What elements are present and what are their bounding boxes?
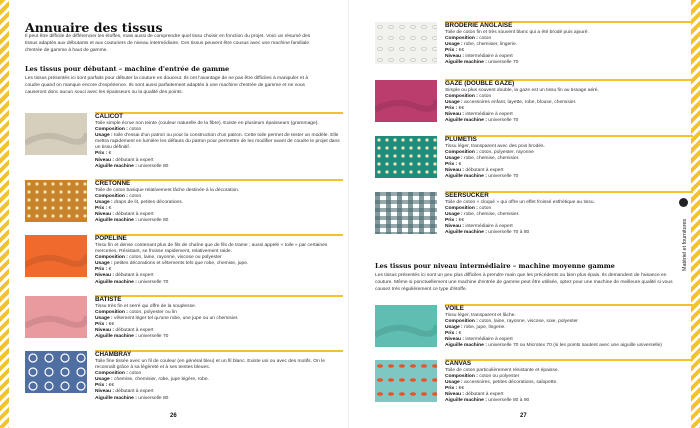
level-label: Niveau : [445,392,465,398]
price-label: Prix : [445,162,458,168]
fabric-description [445,136,693,181]
price-value: € [108,206,112,212]
usage-value: robe, jupe, lingerie. [464,325,506,331]
composition-label: Composition : [95,310,128,316]
price-label: Prix : [95,322,108,328]
fabric-desc: Toile de coton « cloqué » qui offre un effet froissé esthétique au tissu. [445,200,595,205]
composition-label: Composition : [445,36,478,42]
needle-label: Aiguille machine : [445,230,487,236]
fabric-desc: Tissu fin et dense contenant plus de fils de chaîne que de fils de trame ; aussi appelé « toile » par certaines merceries. Résistant, se froisse rapidement, relativement raide. [95,243,328,255]
usage-value: accessoires enfant, layette, robe, blouse, chemisier. [464,100,577,106]
needle-value: universelle 70 [138,334,169,340]
usage-label: Usage : [445,100,463,106]
usage-value: robe, chemise, chemisier. [464,212,520,218]
right-page [350,0,700,428]
price-value: €€ [458,386,465,392]
usage-value: vêtement léger tel qu'une robe, une jupe ou un chemisier. [114,316,239,322]
usage-label: Usage : [445,42,463,48]
needle-label: Aiguille machine : [445,118,487,124]
fabric-desc: Toile de coton basique relativement lâche destinée à la décoration. [95,188,240,193]
price-value: € [108,267,112,273]
level-value: débutant à expert [115,389,154,395]
fabric-description [95,351,343,402]
fabric-description [95,296,343,341]
level-label: Niveau : [445,112,465,118]
level-value: débutant à expert [115,328,154,334]
needle-value: universelle 70 [138,279,169,285]
price-value: €€ [458,218,465,224]
price-label: Prix : [445,218,458,224]
fabric-description [95,180,343,225]
fabric-swatch [375,136,437,178]
fabric-desc: Tissu très fin et serré qui offre de la souplesse. [95,304,197,309]
fabric-swatch [25,113,87,155]
composition-value: coton [479,36,492,42]
level-value: intermédiaire à expert [465,54,513,60]
section-text-intermediate: Les tissus présentés ici sont un peu plus difficiles à prendre main que les précédents ou bien plus épais. Ils demandent de l'aisance en couture. Même si ponctuellement une machine d'entrée de gamme peut être utilisée, optez pour une machine de meilleure qualité si vous cousez très régulièrement ce type d'étoffe. [375,273,673,292]
fabric-swatch [25,180,87,222]
fabric-desc: Simple ou plus souvent double, la gaze est un tissu fin au tissage aéré. [445,88,599,93]
level-label: Niveau : [95,157,115,163]
price-value: €€ [108,322,115,328]
usage-value: accessoires, petites décorations, salopette. [464,380,558,386]
level-label: Niveau : [445,54,465,60]
needle-value: universelle 70 [488,60,519,66]
needle-label: Aiguille machine : [95,395,137,401]
fabric-swatch [375,360,437,402]
needle-value: universelle 70 [488,118,519,124]
fabric-description [445,80,693,125]
fabric-swatch [25,235,87,277]
fabric-name: BRODERIE ANGLAISE [445,22,513,29]
fabric-desc: Toile fine tissée avec un fil de couleur (en général bleu) et un fil blanc. Existe uni ou avec des motifs. On le reconnaît grâce à sa légèreté et à ses teintes bleues. [95,359,325,371]
usage-value: toile d'essai d'un patron ou pour la construction d'un patron. Cette toile permet de tester un modèle. Elle mettra rapidement en lumière les défauts du patron pour permettre de les modifier avant de coudre le projet dans un tissu définitif. [95,133,340,151]
needle-value: universelle 80 [138,163,169,169]
fabric-desc: Toile simple écrue non teinte (couleur naturelle de la fibre). Existe en plusieurs épaisseurs (grammage). [95,121,319,126]
intro-text: Il peut être difficile de différencier les étoffes, mais aussi de comprendre quel tissu choisir en fonction du projet. Voici un résumé des tissus adaptés aux débutants et aux couturiers de niveau intermédiaire. Ces tissus peuvent être cousus avec une machine familiale d'entrée de gamme à haut de gamme. [25,34,311,53]
price-label: Prix : [95,267,108,273]
composition-value: coton, laine, rayonne, viscose ou polyester [129,255,222,261]
usage-label: Usage : [95,133,113,139]
price-label: Prix : [445,331,458,337]
needle-value: universelle 80 à 90 [488,398,530,404]
level-value: intermédiaire à expert [465,224,513,230]
level-value: débutant à expert [115,273,154,279]
page-title: Annuaire des tissus [25,20,163,35]
composition-value: coton, laine, rayonne, viscose, soie, polyester [479,319,578,325]
fabric-swatch [375,192,437,234]
fabric-description [445,305,693,350]
fabric-desc: Tissu léger, transparent avec des pois brodés. [445,144,545,149]
level-value: débutant à expert [465,392,504,398]
usage-value: robe, chemise, chemisier. [464,156,520,162]
price-value: € [458,331,462,337]
page-number-left: 26 [170,413,177,419]
needle-label: Aiguille machine : [95,163,137,169]
fabric-swatch [375,305,437,347]
fabric-desc: Tissu léger, transparent et lâche. [445,313,516,318]
needle-value: universelle 70 [488,174,519,180]
price-value: €€ [458,106,465,112]
usage-value: chemise, chemisier, robe, jupe légère, robe. [114,377,209,383]
needle-value: universelle 70 ou Microtex 70 (si les points sautent avec une aiguille universelle) [488,343,662,349]
composition-value: coton [129,371,142,377]
price-label: Prix : [95,206,108,212]
left-edge-stripes [0,0,9,428]
left-page [0,0,349,428]
chapter-title: Matériel et fournitures [682,218,688,271]
level-value: débutant à expert [115,212,154,218]
usage-label: Usage : [445,212,463,218]
needle-label: Aiguille machine : [445,398,487,404]
needle-value: universelle 80 [138,218,169,224]
section-text-beginner: Les tissus présentés ici sont parfaits pour débuter la couture en douceur. Ils ont l'avantage de ne pas être difficiles à manipuler et à coudre quand on manque encore d'expérience. Ils sont aussi parfaitement adaptés à une machine d'entrée de gamme et ne vous causeront donc aucun souci avec les épaisseurs ou la qualité des points. [25,76,309,95]
needle-label: Aiguille machine : [95,334,137,340]
usage-label: Usage : [95,377,113,383]
price-label: Prix : [95,151,108,157]
price-label: Prix : [445,386,458,392]
fabric-name: POPELINE [95,235,127,242]
needle-label: Aiguille machine : [95,279,137,285]
level-value: débutant à expert [115,157,154,163]
section-title-beginner: Les tissus pour débutant – machine d'entrée de gamme [25,65,230,73]
level-value: débutant à expert [465,168,504,174]
fabric-description [95,235,343,286]
usage-label: Usage : [95,316,113,322]
fabric-swatch [375,22,437,64]
needle-label: Aiguille machine : [445,60,487,66]
needle-label: Aiguille machine : [445,174,487,180]
chapter-side-label [679,198,689,271]
fabric-description [445,22,693,67]
composition-value: coton, polyester ou lin [129,310,177,316]
composition-label: Composition : [445,374,478,380]
fabric-description [445,360,693,405]
needle-label: Aiguille machine : [445,343,487,349]
price-value: €€ [108,383,115,389]
usage-value: draps de lit, petites décorations. [114,200,184,206]
fabric-name: CHAMBRAY [95,351,132,358]
level-value: intermédiaire à expert [465,337,513,343]
usage-label: Usage : [445,156,463,162]
composition-label: Composition : [445,319,478,325]
level-label: Niveau : [445,224,465,230]
composition-label: Composition : [445,150,478,156]
usage-label: Usage : [445,325,463,331]
composition-label: Composition : [95,194,128,200]
composition-label: Composition : [95,127,128,133]
usage-label: Usage : [445,380,463,386]
level-label: Niveau : [95,328,115,334]
fabric-name: GAZE (DOUBLE GAZE) [445,80,515,87]
level-value: intermédiaire à expert [465,112,513,118]
fabric-name: CRETONNE [95,180,131,187]
page-number-right: 27 [520,413,527,419]
composition-label: Composition : [95,255,128,261]
level-label: Niveau : [95,273,115,279]
composition-value: coton [479,94,492,100]
composition-label: Composition : [95,371,128,377]
needle-value: universelle 80 [138,395,169,401]
price-label: Prix : [445,106,458,112]
fabric-swatch [25,351,87,393]
composition-value: coton ou polyester [479,374,520,380]
price-label: Prix : [95,383,108,389]
price-label: Prix : [445,48,458,54]
needle-label: Aiguille machine : [95,218,137,224]
needle-value: universelle 70 à 80 [488,230,530,236]
composition-label: Composition : [445,206,478,212]
level-label: Niveau : [445,337,465,343]
fabric-description [445,192,693,237]
usage-value: petites décorations et vêtements tels que robe, chemise, jupe. [114,261,249,267]
composition-value: coton, polyester, rayonne [479,150,534,156]
level-label: Niveau : [445,168,465,174]
composition-value: coton [129,127,142,133]
fabric-swatch [25,296,87,338]
fabric-name: SEERSUCKER [445,192,489,199]
usage-label: Usage : [95,261,113,267]
fabric-description [95,113,343,170]
section-title-intermediate: Les tissus pour niveau intermédiaire – machine moyenne gamme [375,262,615,270]
usage-label: Usage : [95,200,113,206]
fabric-name: CANVAS [445,360,472,367]
composition-value: coton [129,194,142,200]
level-label: Niveau : [95,212,115,218]
price-value: € [458,162,462,168]
fabric-desc: Toile de coton particulièrement résistante et épaisse. [445,368,559,373]
price-value: €€ [458,48,465,54]
level-label: Niveau : [95,389,115,395]
price-value: € [108,151,112,157]
composition-value: coton [479,206,492,212]
composition-label: Composition : [445,94,478,100]
fabric-name: VOILE [445,305,464,312]
fabric-name: BATISTE [95,296,122,303]
fabric-desc: Toile de coton fin et très souvent blanc qui a été brodé puis ajouré. [445,30,589,35]
fabric-name: CALICOT [95,113,123,120]
usage-value: robe, chemisier, lingerie. [464,42,518,48]
fabric-name: PLUMETIS [445,136,477,143]
fabric-swatch [375,80,437,122]
